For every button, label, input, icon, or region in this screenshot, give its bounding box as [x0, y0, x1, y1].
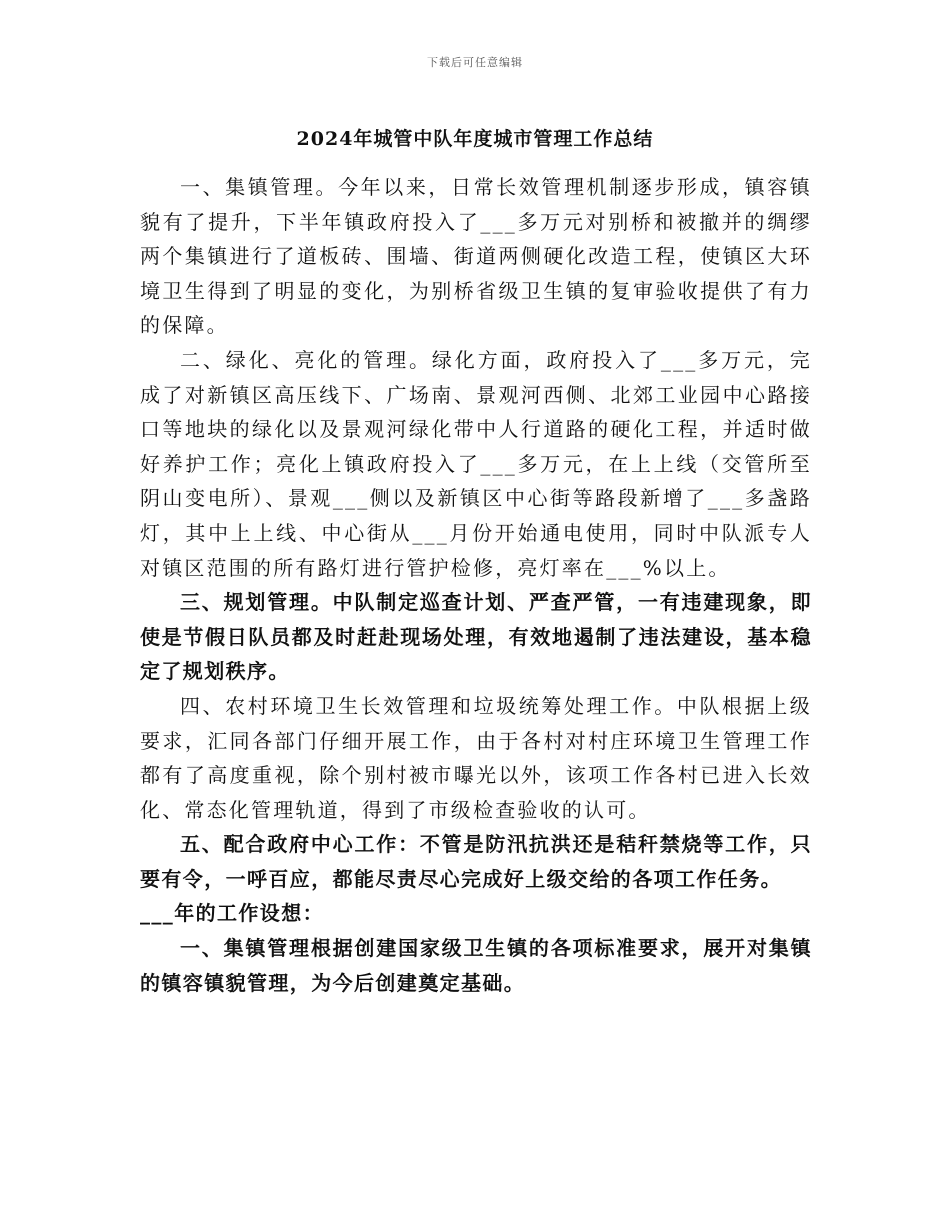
- document-title: 2024年城管中队年度城市管理工作总结: [296, 128, 654, 150]
- paragraph-work-plan-heading: ___年的工作设想：: [140, 901, 324, 926]
- paragraph-planning-management: 三、规划管理。中队制定巡查计划、严查严管，一有违建现象，即使是节假日队员都及时赶赴现场处理，有效地遏制了违法建设，基本稳定了规划秩序。: [140, 590, 812, 684]
- paragraph-plan-town-management: 一、集镇管理根据创建国家级卫生镇的各项标准要求，展开对集镇的镇容镇貌管理，为今后创建奠定基础。: [140, 936, 812, 995]
- document-body: [140, 170, 812, 1000]
- paragraph-town-management: 一、集镇管理。今年以来，日常长效管理机制逐步形成，镇容镇貌有了提升，下半年镇政府投入了___多万元对别桥和被撤并的绸缪两个集镇进行了道板砖、围墙、街道两侧硬化改造工程，使镇区大环境卫生得到了明显的变化，为别桥省级卫生镇的复审验收提供了有力的保障。: [140, 175, 812, 338]
- paragraph-greening-lighting: 二、绿化、亮化的管理。绿化方面，政府投入了___多万元，完成了对新镇区高压线下、广场南、景观河西侧、北郊工业园中心路接口等地块的绿化以及景观河绿化带中人行道路的硬化工程，并适时做好养护工作；亮化上镇政府投入了___多万元，在上上线（交管所至阴山变电所）、景观___侧以及新镇区中心街等路段新增了___多盏路灯，其中上上线、中心街从___月份开始通电使用，同时中队派专人对镇区范围的所有路灯进行管护检修，亮灯率在___%以上。: [140, 347, 812, 580]
- paragraph-government-work: 五、配合政府中心工作：不管是防汛抗洪还是秸秆禁烧等工作，只要有令，一呼百应，都能尽责尽心完成好上级交给的各项工作任务。: [140, 832, 812, 891]
- paragraph-rural-sanitation: 四、农村环境卫生长效管理和垃圾统筹处理工作。中队根据上级要求，汇同各部门仔细开展工作，由于各村对村庄环境卫生管理工作都有了高度重视，除个别村被市曝光以外，该项工作各村已进入长效化、常态化管理轨道，得到了市级检查验收的认可。: [140, 693, 812, 822]
- header-note: 下载后可任意编辑: [427, 56, 523, 69]
